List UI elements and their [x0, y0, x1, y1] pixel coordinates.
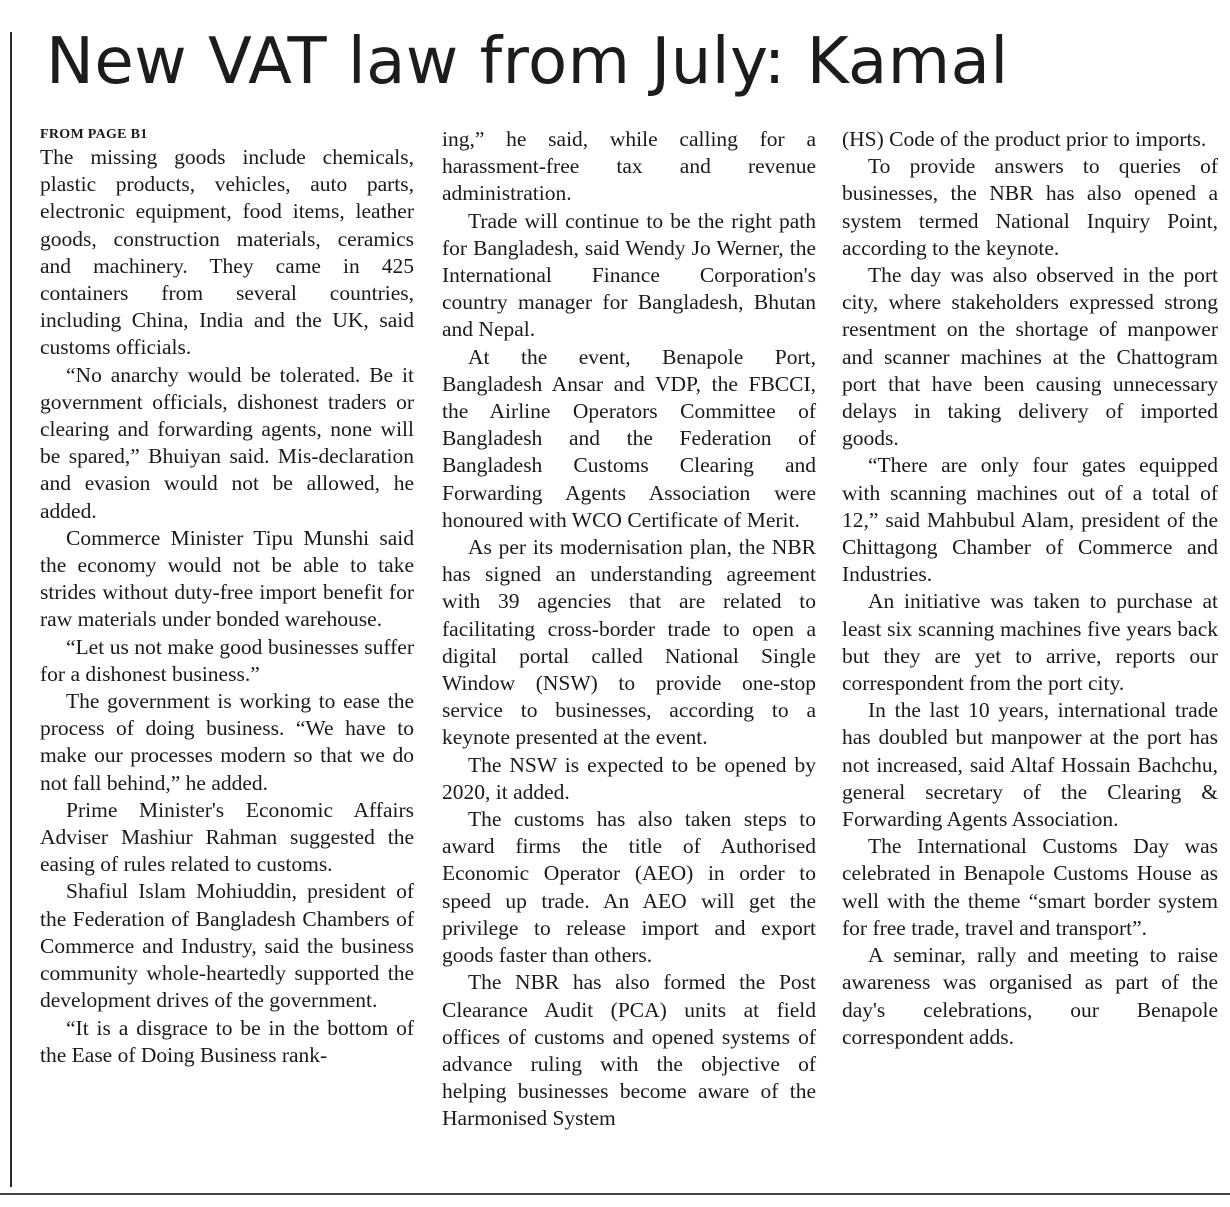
- article-paragraph: “There are only four gates equipped with scanning machines out of a total of 12,” said Mahbubul Alam, president of the Chittagong Chamber of Commerce and Industries.: [842, 453, 1218, 587]
- left-column-rule: [10, 32, 12, 1187]
- article-paragraph: “It is a disgrace to be in the bottom of the Ease of Doing Business rank-: [40, 1015, 414, 1067]
- article-paragraph: The day was also observed in the port city, where stakeholders expressed strong resentment on the shortage of manpower and scanner machines at the Chattogram port that have been causing unnecessary delays in taking delivery of imported goods.: [842, 263, 1218, 451]
- article-paragraph: ing,” he said, while calling for a harassment-free tax and revenue administration.: [442, 127, 816, 206]
- article-paragraph: A seminar, rally and meeting to raise awareness was organised as part of the day's celebrations, our Benapole correspondent adds.: [842, 943, 1218, 1049]
- article-paragraph: The NSW is expected to be opened by 2020, it added.: [442, 752, 816, 804]
- article-paragraph: The NBR has also formed the Post Clearance Audit (PCA) units at field offices of customs and opened systems of advance ruling with the objective of helping businesses become aware of the Harmonised System: [442, 970, 816, 1131]
- article-paragraph: At the event, Benapole Port, Bangladesh Ansar and VDP, the FBCCI, the Airline Operators Committee of Bangladesh and the Federation of Bangladesh Customs Clearing and Forwarding Agents Association were honoured with WCO Certificate of Merit.: [442, 344, 816, 532]
- article-paragraph: An initiative was taken to purchase at least six scanning machines five years back but they are yet to arrive, reports our correspondent from the port city.: [842, 589, 1218, 696]
- article-paragraph: Trade will continue to be the right path for Bangladesh, said Wendy Jo Werner, the International Finance Corporation's country manager for Bangladesh, Bhutan and Nepal.: [442, 208, 816, 342]
- article-paragraph: As per its modernisation plan, the NBR has signed an understanding agreement with 39 agencies that are related to facilitating cross-border trade to open a digital portal called National Single Window (NSW) to provide one-stop service to businesses, according to a keynote presented at the event.: [442, 535, 816, 750]
- article-paragraph: Commerce Minister Tipu Munshi said the economy would not be able to take strides without duty-free import benefit for raw materials under bonded warehouse.: [40, 525, 414, 632]
- article-paragraph: In the last 10 years, international trade has doubled but manpower at the port has not increased, said Altaf Hossain Bachchu, general secretary of the Clearing & Forwarding Agents Association.: [842, 698, 1218, 832]
- article-paragraph: Prime Minister's Economic Affairs Adviser Mashiur Rahman suggested the easing of rules related to customs.: [40, 797, 414, 877]
- article-paragraph: “Let us not make good businesses suffer for a dishonest business.”: [40, 634, 414, 686]
- article-column-1: [40, 126, 414, 1069]
- article-column-3: [842, 126, 1218, 1051]
- article-paragraph: The government is working to ease the process of doing business. “We have to make our processes modern so that we do not fall behind,” he added.: [40, 689, 414, 795]
- article-paragraph: Shafiul Islam Mohiuddin, president of the Federation of Bangladesh Chambers of Commerce and Industry, said the business community whole-heartedly supported the development drives of the government.: [40, 879, 414, 1013]
- article-paragraph: The International Customs Day was celebrated in Benapole Customs House as well with the theme “smart border system for free trade, travel and transport”.: [842, 834, 1218, 940]
- bottom-rule: [0, 1193, 1230, 1195]
- from-page-label: FROM PAGE B1: [40, 127, 148, 142]
- headline: New VAT law from July: Kamal: [46, 25, 1009, 99]
- article-paragraph: The missing goods include chemicals, plastic products, vehicles, auto parts, electronic equipment, food items, leather goods, construction materials, ceramics and machinery. They came in 425 containers from several countries, including China, India and the UK, said customs officials.: [40, 145, 414, 360]
- article-column-2: [442, 126, 816, 1133]
- article-paragraph: The customs has also taken steps to award firms the title of Authorised Economic Operator (AEO) in order to speed up trade. An AEO will get the privilege to release import and export goods faster than others.: [442, 807, 816, 968]
- article-paragraph: “No anarchy would be tolerated. Be it government officials, dishonest traders or clearing and forwarding agents, none will be spared,” Bhuiyan said. Mis-declaration and evasion would not be allowed, he added.: [40, 362, 414, 523]
- article-paragraph: To provide answers to queries of businesses, the NBR has also opened a system termed National Inquiry Point, according to the keynote.: [842, 154, 1218, 260]
- article-paragraph: (HS) Code of the product prior to imports.: [842, 127, 1207, 151]
